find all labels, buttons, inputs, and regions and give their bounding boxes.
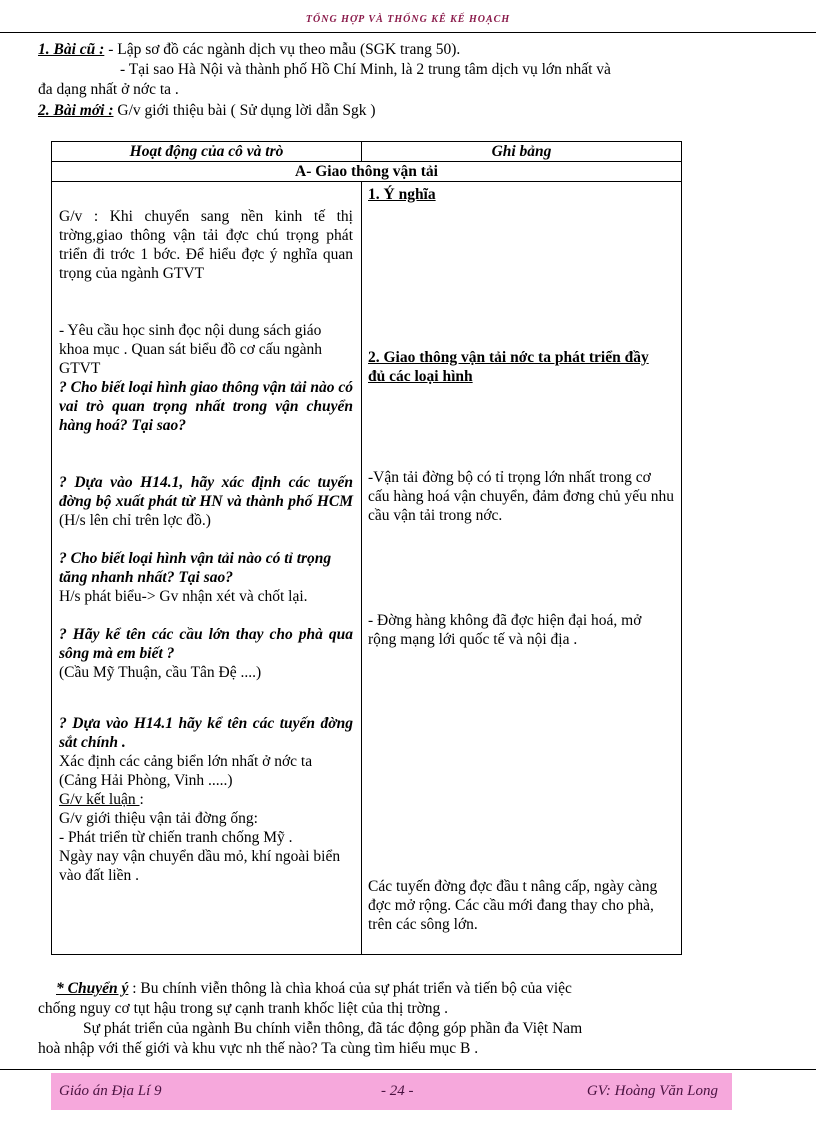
activities-cell [52, 182, 362, 955]
left-q2-question: ? Dựa vào H14.1, hãy xác định các tuyến đờng bộ xuất phát từ HN và thành phố HCM [59, 474, 353, 510]
footer-rule [0, 1069, 816, 1070]
lesson-table [51, 141, 682, 955]
left-q4: ? Hãy kể tên các cầu lớn thay cho phà qua sông mà em biết ? [59, 626, 353, 662]
table-head-activities: Hoạt động của cô và trò [52, 142, 362, 162]
review-label: 1. Bài cũ : [38, 41, 105, 58]
transition-text-1: : Bu chính viễn thông là chìa khoá của sự phát triển và tiến bộ của việc [128, 980, 572, 997]
page-footer [51, 1073, 732, 1110]
board-note-routes: Các tuyến đờng đợc đầu t nâng cấp, ngày càng đợc mở rộng. Các cầu mới đang thay cho phà, trên các sông lớn. [368, 878, 658, 933]
left-q2-note: (H/s lên chỉ trên lợc đồ.) [59, 512, 211, 529]
board-note-road: -Vận tải đờng bộ có tỉ trọng lớn nhất trong cơ cấu hàng hoá vận chuyển, đảm đơng chủ yếu nhu cầu vận tải trong nớc. [368, 469, 675, 524]
transition-line-1 [56, 979, 572, 999]
new-lesson-line [38, 101, 376, 121]
left-p2: - Yêu cầu học sinh đọc nội dung sách giáo khoa mục . Quan sát biểu đồ cơ cấu ngành GTVT [59, 322, 323, 377]
conclusion-label: G/v kết luận [59, 791, 140, 808]
page-number: - 24 - [381, 1083, 414, 1099]
left-p11 [59, 790, 353, 809]
left-p10: Xác định các cảng biển lớn nhất ở nớc ta (Cảng Hải Phòng, Vinh .....) [59, 753, 313, 789]
left-p1: G/v : Khi chuyển sang nền kinh tế thị trờng,giao thông vận tải đợc chú trọng phát triển đi trớc 1 bớc. Để hiểu đợc ý nghĩa quan trọng của ngành GTVT [59, 208, 353, 282]
review-line-2: - Tại sao Hà Nội và thành phố Hồ Chí Minh, là 2 trung tâm dịch vụ lớn nhất và [120, 61, 611, 78]
review-line-1 [38, 40, 460, 60]
left-q3: ? Cho biết loại hình vận tải nào có tỉ trọng tăng nhanh nhất? Tại sao? [59, 550, 332, 586]
board-note-air: - Đờng hàng không đã đợc hiện đại hoá, mở rộng mạng lới quốc tế và nội địa . [368, 612, 642, 648]
left-p6: H/s phát biểu-> Gv nhận xét và chốt lại. [59, 588, 308, 605]
left-q2 [59, 473, 353, 530]
transition-line-2: chống nguy cơ tụt hậu trong sự cạnh tranh khốc liệt của thị trờng . [38, 1000, 449, 1017]
section-title: A- Giao thông vận tải [52, 162, 682, 182]
review-text-1: - Lập sơ đồ các ngành dịch vụ theo mẫu (SGK trang 50). [104, 41, 461, 58]
footer-teacher: GV: Hoàng Văn Long [586, 1083, 718, 1099]
left-p12: G/v giới thiệu vận tải đờng ống: [59, 810, 258, 827]
left-q1: ? Cho biết loại hình giao thông vận tải nào có vai trò quan trọng nhất trong vận chuyển hàng hoá? Tại sao? [59, 379, 353, 434]
table-head-board: Ghi bảng [362, 142, 682, 162]
new-lesson-text: G/v giới thiệu bài ( Sử dụng lời dẫn Sgk ) [113, 102, 376, 119]
transition-line-3: Sự phát triển của ngành Bu chính viễn thông, đã tác động góp phần đa Việt Nam [83, 1020, 583, 1037]
new-lesson-label: 2. Bài mới : [38, 102, 114, 119]
conclusion-colon: : [139, 791, 144, 808]
transition-line-4: hoà nhập với thế giới và khu vực nh thế nào? Ta cùng tìm hiểu mục B . [38, 1040, 479, 1057]
board-heading-2: 2. Giao thông vận tải nớc ta phát triển đầy đủ các loại hình [368, 349, 649, 385]
left-q5: ? Dựa vào H14.1 hãy kể tên các tuyến đờng sắt chính . [59, 715, 353, 751]
left-p8: (Cầu Mỹ Thuận, cầu Tân Đệ ....) [59, 664, 262, 681]
board-cell [362, 182, 682, 955]
header-rule [0, 32, 816, 33]
review-line-3: đa dạng nhất ở nớc ta . [38, 81, 179, 98]
left-p14: Ngày nay vận chuyển dầu mỏ, khí ngoài biển vào đất liền . [59, 848, 341, 884]
page-header: TỔNG HỢP VÀ THỐNG KÊ KẾ HOẠCH [305, 14, 511, 25]
board-heading-1: 1. Ý nghĩa [368, 186, 436, 203]
transition-label: * Chuyển ý [56, 980, 129, 997]
left-p13: - Phát triển từ chiến tranh chống Mỹ . [59, 829, 293, 846]
footer-course: Giáo án Địa Lí 9 [59, 1083, 162, 1099]
